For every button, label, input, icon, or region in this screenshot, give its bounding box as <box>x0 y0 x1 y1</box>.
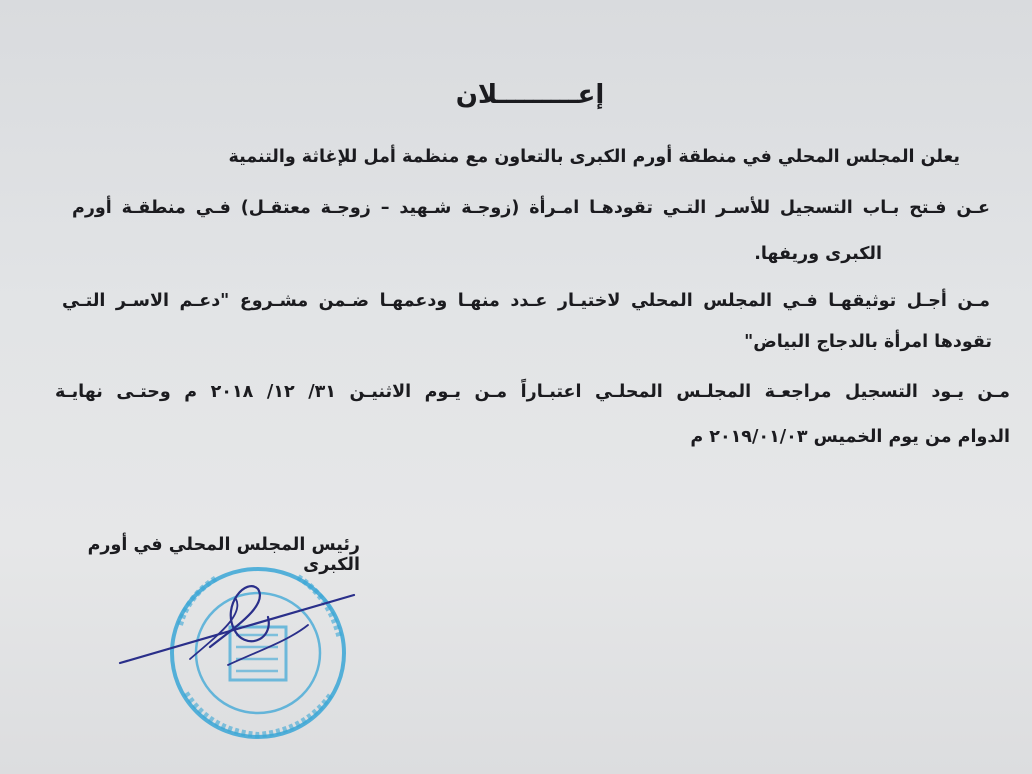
paragraph-line-7: الدوام من يوم الخميس ٢٠١٩/٠١/٠٣ م <box>690 427 1010 447</box>
announcement-title: إعـــــــــلان <box>455 80 605 110</box>
paragraph-line-4: مـن أجـل توثيقهـا فـي المجلس المحلي لاختيـار عـدد منهـا ودعمهـا ضـمن مشـروع "دعـم الاسـر التـي <box>62 291 990 311</box>
council-stamp <box>118 555 368 745</box>
paragraph-line-5: تقودها امرأة بالدجاج البياض" <box>744 332 992 352</box>
paragraph-line-2: عـن فـتح بـاب التسجيل للأسـر التـي تقودهـا امـرأة (زوجـة شـهيد – زوجـة معتقـل) فـي منطقـة أورم <box>72 198 990 218</box>
signer-title: رئيس المجلس المحلي في أورم الكبرى <box>87 535 360 575</box>
paragraph-line-1: يعلن المجلس المحلي في منطقة أورم الكبرى بالتعاون مع منظمة أمل للإغاثة والتنمية <box>228 147 960 167</box>
paragraph-line-3: الكبرى وريفها. <box>754 244 882 264</box>
paragraph-line-6: مـن يـود التسجيل مراجعـة المجلـس المحلـي اعتبـاراً مـن يـوم الاثنيـن ٣١/ ١٢/ ٢٠١٨ م وحتـى نهايـة <box>55 382 1010 402</box>
